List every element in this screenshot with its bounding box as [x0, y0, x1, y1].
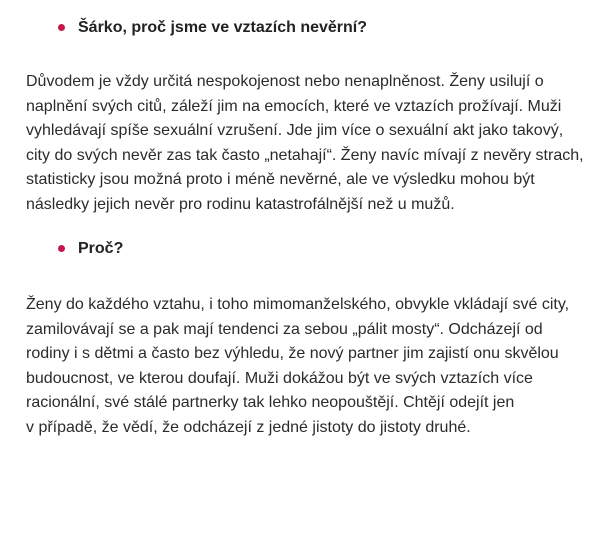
paragraph-line: Ženy do každého vztahu, i toho mimomanželského, obvykle vkládají své city, [26, 296, 570, 313]
paragraph-line: v případě, že vědí, že odcházejí z jedné jistoty do jistoty druhé. [26, 418, 471, 436]
paragraph-line: vyhledávají spíše sexuální vzrušení. Jde jim více o sexuální akt jako takový, [26, 122, 564, 139]
paragraph-line: city do svých nevěr zas tak často „netahají“. Ženy navíc mívají z nevěry strach, [26, 146, 584, 164]
answer-paragraph [26, 70, 584, 217]
paragraph-line: zamilovávají se a pak mají tendenci za sebou „pálit mosty“. Odcházejí od [26, 320, 543, 338]
paragraph-line: statisticky jsou možná proto i méně nevěrné, ale ve výsledku mohou být [26, 171, 535, 188]
answer-paragraph [26, 293, 570, 440]
question-text: Šárko, proč jsme ve vztazích nevěrní? [78, 19, 368, 36]
bullet-dot-icon [58, 24, 65, 31]
paragraph-line: rodiny i s dětmi a často bez výhledu, že nový partner jim zajistí onu skvělou [26, 345, 559, 362]
question-heading [26, 16, 566, 40]
paragraph-line: Důvodem je vždy určitá nespokojenost nebo nenaplněnost. Ženy usilují o [26, 73, 544, 90]
question-text: Proč? [78, 240, 124, 257]
paragraph-line: následky jejich nevěr pro rodinu katastrofálnější než u mužů. [26, 195, 455, 213]
bullet-dot-icon [58, 245, 65, 252]
article-content [0, 16, 592, 549]
paragraph-line: budoucnost, ve kterou doufají. Muži dokážou být ve svých vztazích více [26, 369, 533, 387]
question-heading [26, 237, 566, 261]
paragraph-line: racionální, své stálé partnerky tak lehko neopouštějí. Chtějí odejít jen [26, 394, 515, 411]
paragraph-line: naplnění svých citů, záleží jim na emocích, které ve vztazích prožívají. Muži [26, 97, 562, 115]
